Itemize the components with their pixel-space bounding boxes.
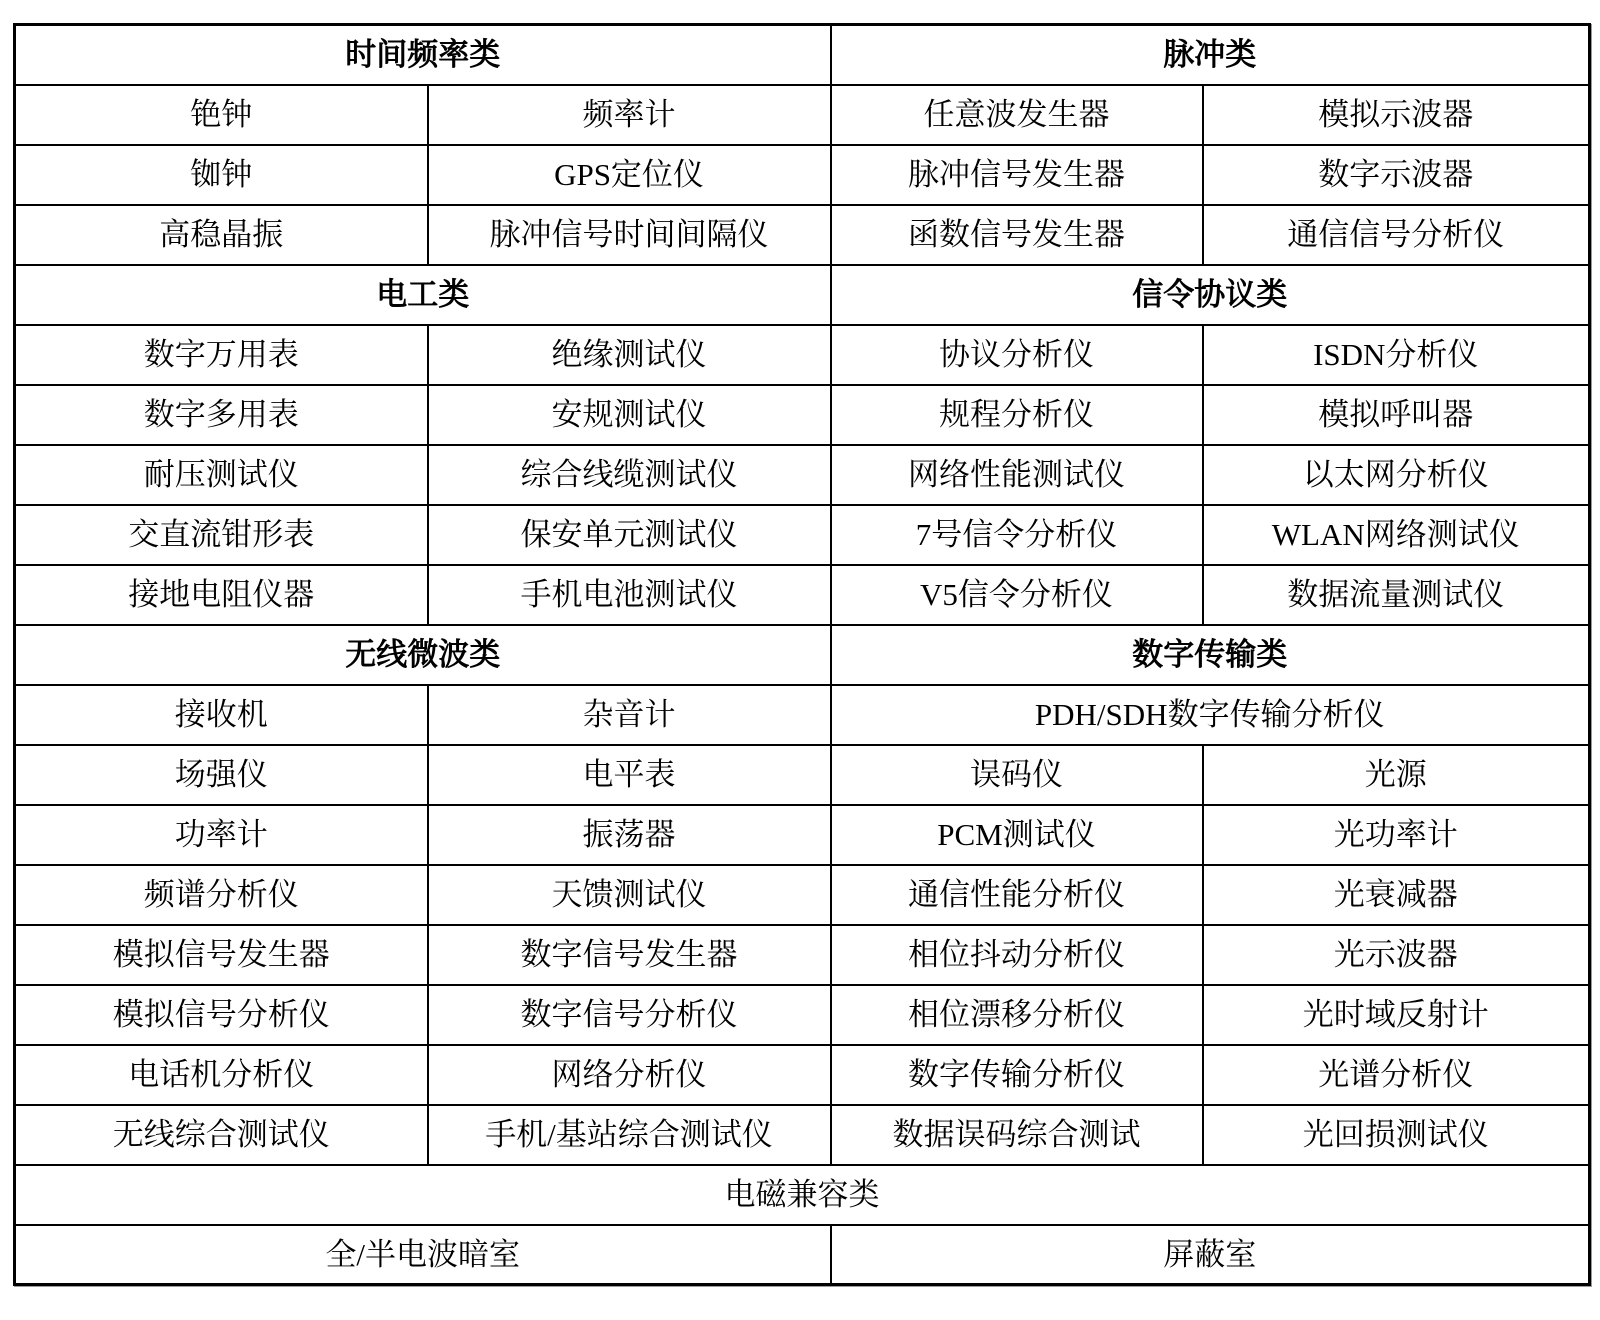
table-row: [15, 865, 1590, 925]
instrument-cell: 相位抖动分析仪: [831, 925, 1203, 985]
instrument-cell: 光源: [1203, 745, 1590, 805]
category-header-cell: 数字传输类: [831, 625, 1590, 685]
instrument-cell: 数字传输分析仪: [831, 1045, 1203, 1105]
instrument-cell: 频谱分析仪: [15, 865, 428, 925]
instrument-cell: 接收机: [15, 685, 428, 745]
instrument-cell: PCM测试仪: [831, 805, 1203, 865]
instrument-cell: 数字信号分析仪: [428, 985, 831, 1045]
instrument-cell: V5信令分析仪: [831, 565, 1203, 625]
instrument-cell: 交直流钳形表: [15, 505, 428, 565]
instrument-cell: 场强仪: [15, 745, 428, 805]
instrument-cell: 模拟呼叫器: [1203, 385, 1590, 445]
category-header-cell: 信令协议类: [831, 265, 1590, 325]
table-row: [15, 1105, 1590, 1165]
category-header-cell: 电工类: [15, 265, 831, 325]
table-row: [15, 925, 1590, 985]
instrument-cell: 脉冲信号发生器: [831, 145, 1203, 205]
category-header-cell: 无线微波类: [15, 625, 831, 685]
instrument-cell: 高稳晶振: [15, 205, 428, 265]
table-row: [15, 445, 1590, 505]
instrument-cell-wide: 屏蔽室: [831, 1225, 1590, 1285]
instrument-cell: 频率计: [428, 85, 831, 145]
table-row: [15, 805, 1590, 865]
instruments-category-table: [13, 23, 1591, 1286]
instrument-cell: 耐压测试仪: [15, 445, 428, 505]
instrument-cell: 绝缘测试仪: [428, 325, 831, 385]
instrument-cell: 安规测试仪: [428, 385, 831, 445]
instrument-cell: 保安单元测试仪: [428, 505, 831, 565]
instrument-cell: 接地电阻仪器: [15, 565, 428, 625]
instrument-cell: 功率计: [15, 805, 428, 865]
instrument-cell: ISDN分析仪: [1203, 325, 1590, 385]
instrument-cell: 规程分析仪: [831, 385, 1203, 445]
table-row: [15, 1225, 1590, 1285]
instrument-cell: 数字信号发生器: [428, 925, 831, 985]
instrument-cell: 光示波器: [1203, 925, 1590, 985]
instrument-cell: 数字多用表: [15, 385, 428, 445]
table-row: [15, 1045, 1590, 1105]
instrument-cell: 振荡器: [428, 805, 831, 865]
instrument-cell: 光功率计: [1203, 805, 1590, 865]
instrument-cell: 模拟信号发生器: [15, 925, 428, 985]
instrument-cell: 数字万用表: [15, 325, 428, 385]
instrument-cell: 铯钟: [15, 85, 428, 145]
instrument-cell: 7号信令分析仪: [831, 505, 1203, 565]
instrument-cell: GPS定位仪: [428, 145, 831, 205]
table-row: [15, 505, 1590, 565]
instrument-cell: 模拟示波器: [1203, 85, 1590, 145]
section-header-row: [15, 625, 1590, 685]
instrument-cell: 协议分析仪: [831, 325, 1203, 385]
table-row: [15, 565, 1590, 625]
instrument-cell: 光谱分析仪: [1203, 1045, 1590, 1105]
instrument-cell: 手机电池测试仪: [428, 565, 831, 625]
instrument-cell: 误码仪: [831, 745, 1203, 805]
instrument-cell: 通信性能分析仪: [831, 865, 1203, 925]
instrument-cell: 光回损测试仪: [1203, 1105, 1590, 1165]
instrument-cell: 以太网分析仪: [1203, 445, 1590, 505]
section-header-row: [15, 1165, 1590, 1225]
instrument-cell: 函数信号发生器: [831, 205, 1203, 265]
category-header-cell: 脉冲类: [831, 25, 1590, 85]
instrument-cell: 数据流量测试仪: [1203, 565, 1590, 625]
instrument-cell-wide: 全/半电波暗室: [15, 1225, 831, 1285]
instrument-cell: 光衰减器: [1203, 865, 1590, 925]
instrument-cell: 电话机分析仪: [15, 1045, 428, 1105]
instrument-cell: 无线综合测试仪: [15, 1105, 428, 1165]
table-row: [15, 205, 1590, 265]
instrument-cell: 网络性能测试仪: [831, 445, 1203, 505]
instrument-cell: 电平表: [428, 745, 831, 805]
table-row: [15, 685, 1590, 745]
instrument-cell: 综合线缆测试仪: [428, 445, 831, 505]
section-header-row: [15, 265, 1590, 325]
table-row: [15, 325, 1590, 385]
instrument-cell: 相位漂移分析仪: [831, 985, 1203, 1045]
instrument-cell-merged: PDH/SDH数字传输分析仪: [831, 685, 1590, 745]
category-header-cell: 时间频率类: [15, 25, 831, 85]
instrument-cell: 数字示波器: [1203, 145, 1590, 205]
category-header-cell-full: 电磁兼容类: [15, 1165, 1590, 1225]
instrument-cell: 脉冲信号时间间隔仪: [428, 205, 831, 265]
instrument-cell: WLAN网络测试仪: [1203, 505, 1590, 565]
instrument-cell: 模拟信号分析仪: [15, 985, 428, 1045]
instrument-cell: 天馈测试仪: [428, 865, 831, 925]
instrument-cell: 铷钟: [15, 145, 428, 205]
instrument-cell: 通信信号分析仪: [1203, 205, 1590, 265]
instrument-cell: 任意波发生器: [831, 85, 1203, 145]
table-row: [15, 85, 1590, 145]
section-header-row: [15, 25, 1590, 85]
table-row: [15, 145, 1590, 205]
table-row: [15, 985, 1590, 1045]
instrument-cell: 网络分析仪: [428, 1045, 831, 1105]
table-row: [15, 745, 1590, 805]
instrument-cell: 光时域反射计: [1203, 985, 1590, 1045]
instrument-cell: 手机/基站综合测试仪: [428, 1105, 831, 1165]
instrument-cell: 杂音计: [428, 685, 831, 745]
instrument-cell: 数据误码综合测试: [831, 1105, 1203, 1165]
table-row: [15, 385, 1590, 445]
